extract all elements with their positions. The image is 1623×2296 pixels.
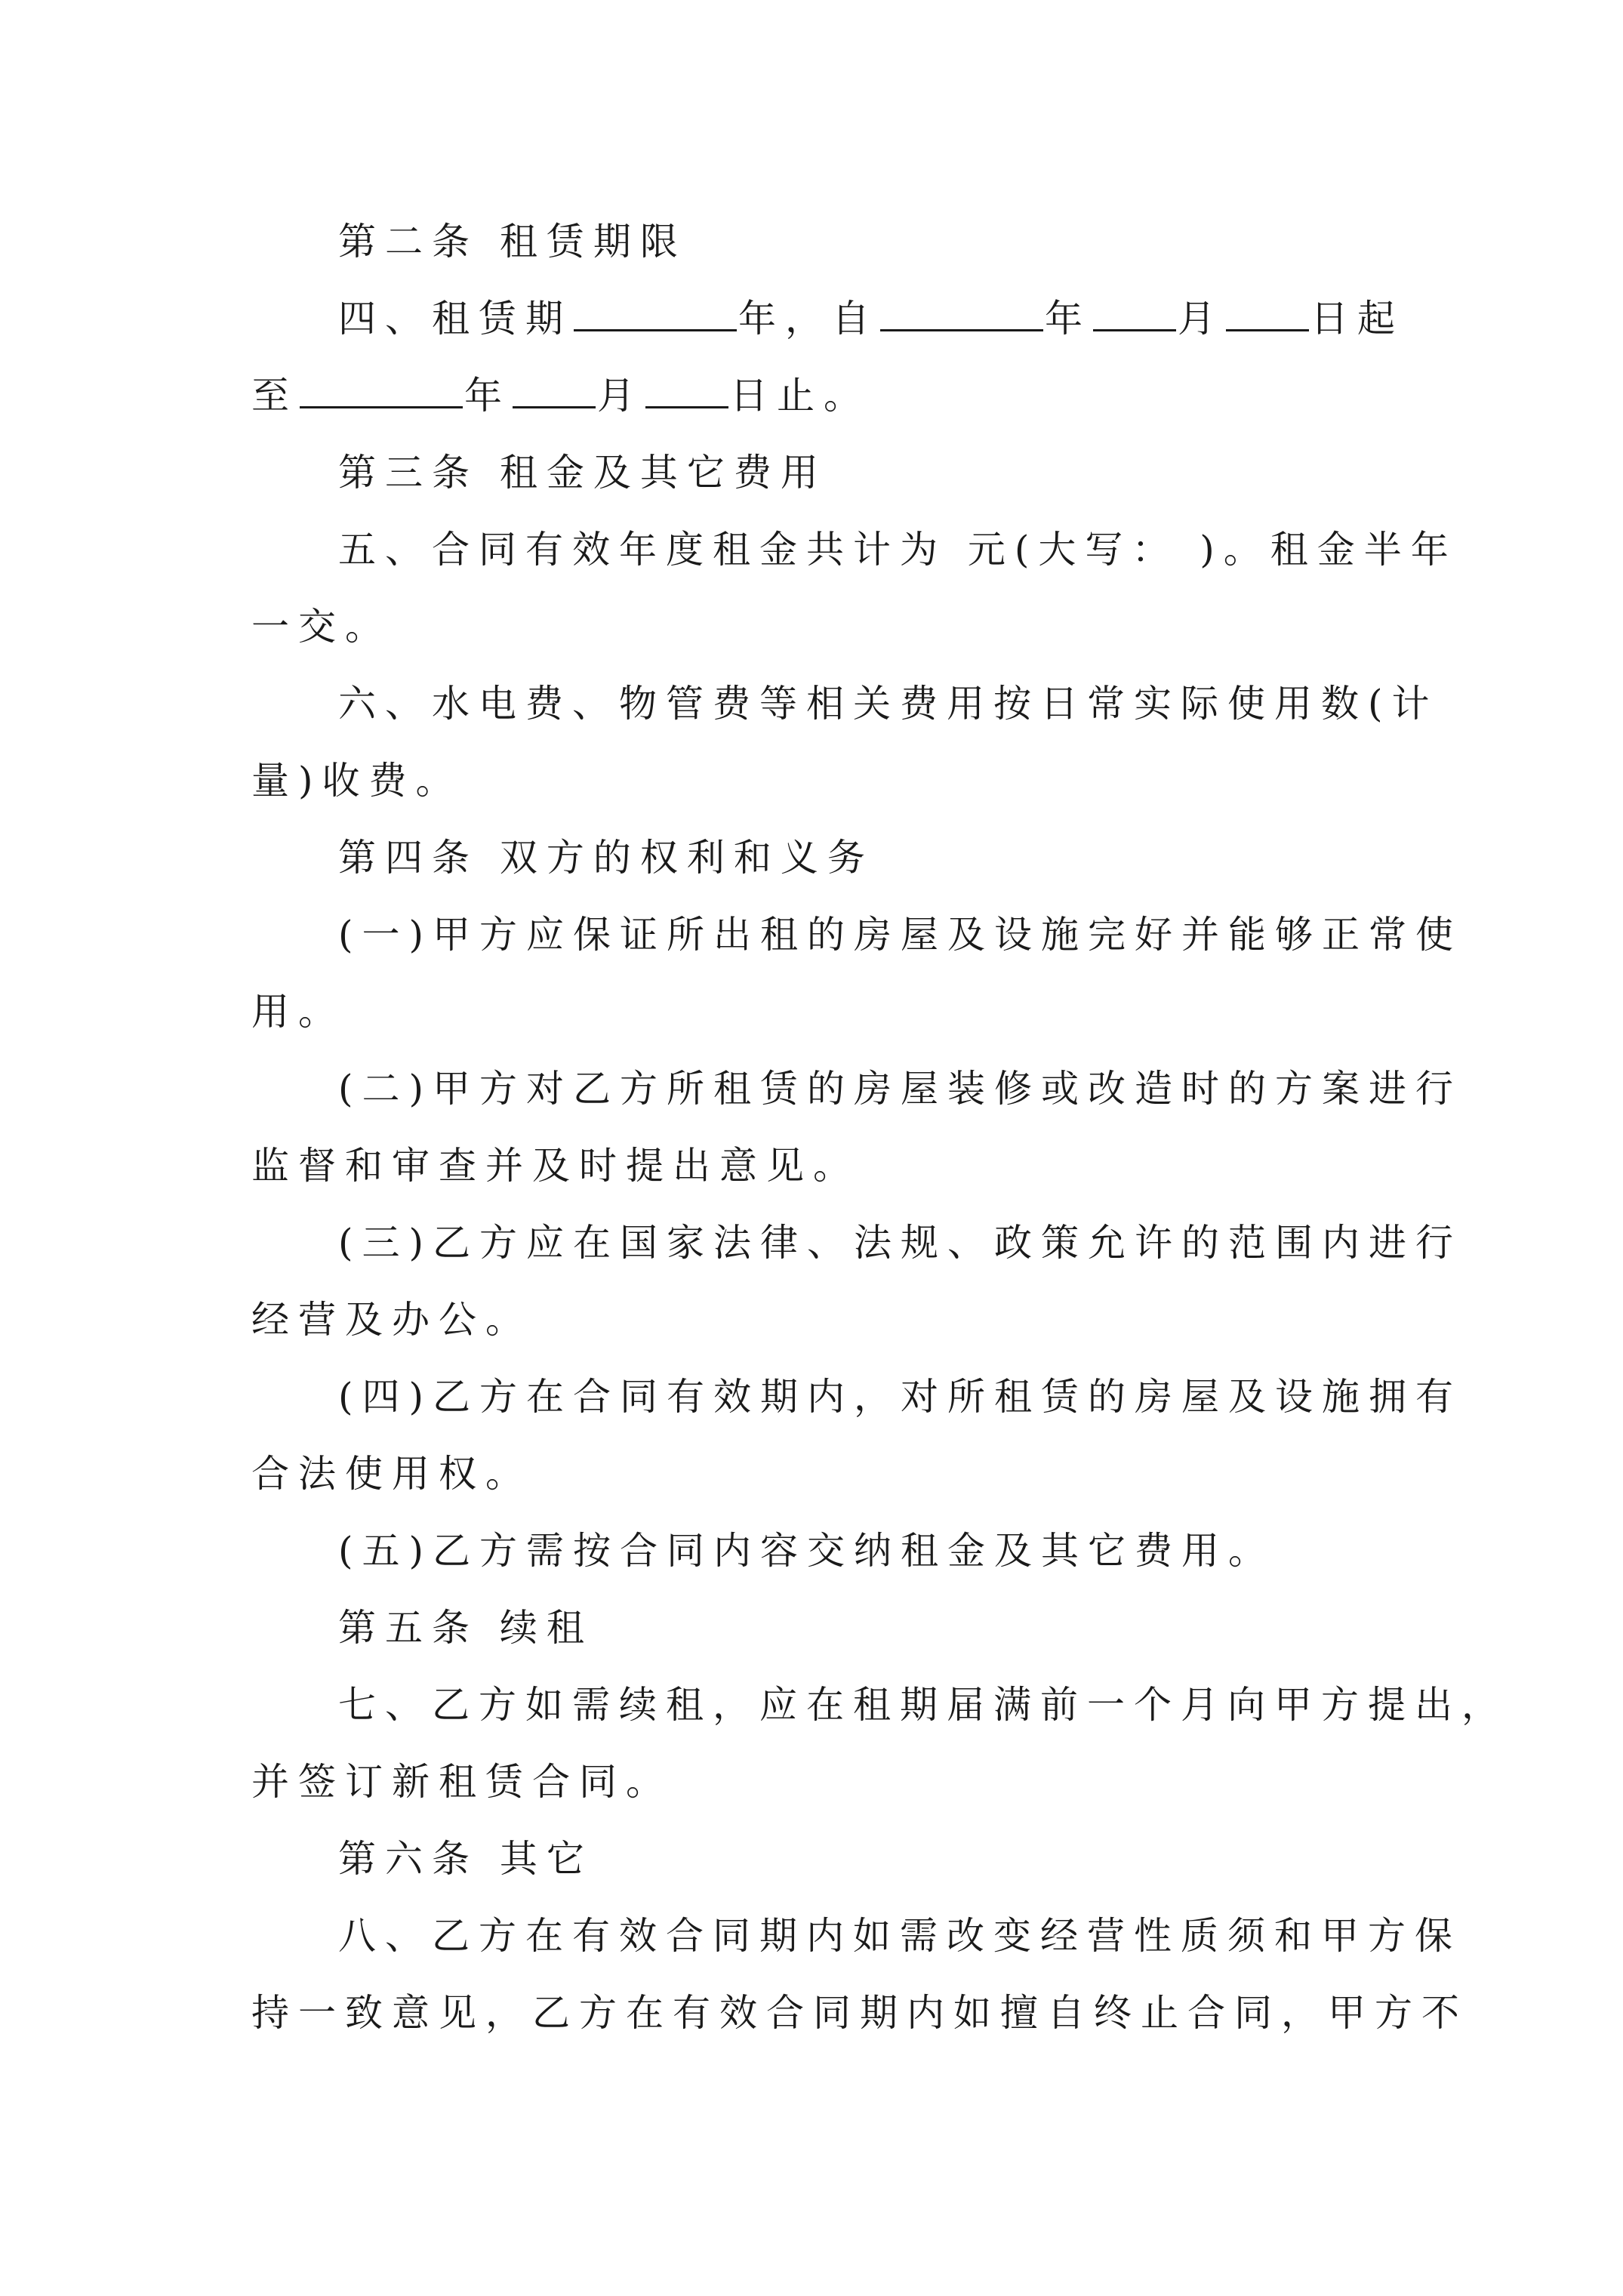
- clause-5-line-1: 五、合同有效年度租金共计为 元(大写： )。租金半年: [338, 528, 1458, 572]
- blank-lease-years: [574, 284, 737, 331]
- right-4-line-1: (四)乙方在合同有效期内，对所租赁的房屋及设施拥有: [338, 1375, 1463, 1419]
- blank-start-day: [1226, 284, 1309, 331]
- section-6-title: 第六条 其它: [338, 1837, 593, 1881]
- section-5-title: 第五条 续租: [338, 1606, 593, 1650]
- section-3-title: 第三条 租金及其它费用: [338, 451, 827, 495]
- clause-7-line-2: 并签订新租赁合同。: [251, 1760, 673, 1804]
- clause-4-text-e: 日起: [1310, 297, 1404, 341]
- right-4-line-2: 合法使用权。: [251, 1452, 532, 1496]
- right-1-line-2: 用。: [251, 990, 345, 1034]
- right-3-line-1: (三)乙方应在国家法律、法规、政策允许的范围内进行: [338, 1221, 1463, 1265]
- clause-4-text-f: 至: [251, 374, 298, 418]
- clause-8-line-1: 八、乙方在有效合同期内如需改变经营性质须和甲方保: [338, 1914, 1461, 1958]
- clause-6-line-1: 六、水电费、物管费等相关费用按日常实际使用数(计: [338, 682, 1439, 726]
- blank-end-month: [513, 361, 596, 408]
- blank-start-month: [1093, 284, 1176, 331]
- section-4-title: 第四条 双方的权利和义务: [338, 836, 874, 880]
- clause-4-text-b: 年，自: [738, 297, 879, 341]
- clause-4-text-i: 日止。: [730, 374, 870, 418]
- right-3-line-2: 经营及办公。: [251, 1298, 532, 1342]
- clause-6-line-2: 量)收费。: [251, 759, 463, 803]
- clause-5-line-2: 一交。: [251, 605, 392, 649]
- clause-4-line-1: [338, 281, 1623, 356]
- clause-4-text-g: 年: [464, 374, 511, 418]
- clause-7-line-1: 七、乙方如需续租，应在租期届满前一个月向甲方提出，: [338, 1683, 1508, 1727]
- clause-4-text-h: 月: [597, 374, 644, 418]
- clause-8-line-2: 持一致意见，乙方在有效合同期内如擅自终止合同，甲方不: [251, 1991, 1468, 2035]
- clause-4-text-c: 年: [1045, 297, 1092, 341]
- right-2-line-2: 监督和审查并及时提出意见。: [251, 1144, 860, 1188]
- clause-4-text-d: 月: [1178, 297, 1224, 341]
- clause-4-text-a: 四、租赁期: [338, 297, 572, 341]
- clause-4-line-2: [251, 358, 1623, 433]
- right-2-line-1: (二)甲方对乙方所租赁的房屋装修或改造时的方案进行: [338, 1067, 1463, 1111]
- blank-start-year: [880, 284, 1043, 331]
- right-5-line-1: (五)乙方需按合同内容交纳租金及其它费用。: [338, 1529, 1276, 1573]
- blank-end-year: [300, 361, 463, 408]
- right-1-line-1: (一)甲方应保证所出租的房屋及设施完好并能够正常使: [338, 913, 1463, 957]
- blank-end-day: [645, 361, 728, 408]
- section-2-title: 第二条 租赁期限: [338, 220, 687, 264]
